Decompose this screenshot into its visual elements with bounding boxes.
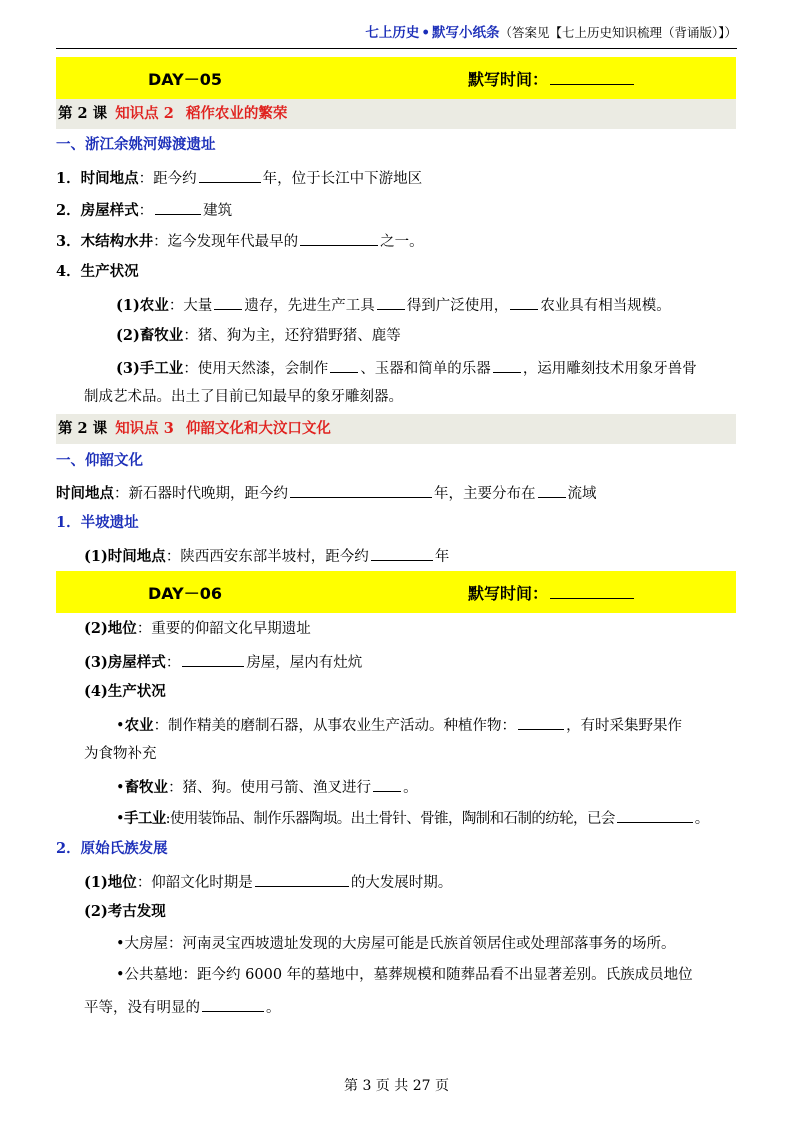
item-text: 制成艺术品。出土了目前已知最早的象牙雕刻器。 (84, 389, 403, 405)
fill-blank[interactable] (255, 870, 349, 887)
item-archaeology (84, 901, 742, 923)
section-hemudu-heading (56, 134, 742, 156)
fill-blank[interactable] (214, 293, 242, 310)
item-text: •公共墓地：距今约 6000 年的墓地中，墓葬规模和随葬品看不出显著差别。氏族成员地位 (116, 967, 693, 983)
item-agriculture (116, 293, 742, 317)
header-note: （答案见【七上历史知识梳理（背诵版）】） (499, 25, 737, 40)
item-text: ： (138, 203, 154, 219)
item-label: 3．木结构水井 (56, 233, 154, 250)
item-label: (2)考古发现 (84, 903, 166, 920)
item-text: 之一。 (380, 234, 424, 250)
item-text: ：新石器时代晚期，距今约 (114, 486, 288, 502)
item-text: ： (165, 655, 181, 671)
item-text: ：猪、狗。使用弓箭、渔叉进行 (168, 780, 372, 796)
item-label: (1)地位 (84, 874, 137, 891)
day-05-time-blank[interactable] (550, 68, 634, 85)
item-label: 畜牧业 (124, 779, 169, 796)
fill-blank[interactable] (371, 544, 433, 561)
fill-blank[interactable] (373, 775, 401, 792)
fill-blank[interactable] (510, 293, 538, 310)
lesson-knowledge-point: 知识点 2 (115, 105, 174, 122)
fill-blank[interactable] (538, 481, 566, 498)
lesson-bar-kp2 (56, 99, 736, 129)
item-banpo-handicraft (116, 806, 742, 830)
item-text: 流域 (567, 486, 597, 502)
item-banpo-house (84, 650, 742, 674)
item-label: 时间地点 (56, 485, 114, 502)
item-text: ：距今约 (138, 171, 197, 187)
fill-blank[interactable] (182, 650, 244, 667)
item-house-style (56, 198, 742, 222)
item-time-place (56, 166, 742, 190)
item-text: 得到广泛使用， (406, 298, 509, 314)
item-text: ：迄今发现年代最早的 (153, 234, 299, 250)
lesson-topic: 稻作农业的繁荣 (185, 105, 288, 122)
lesson-course: 第 2 课 (58, 105, 108, 122)
item-label: (3)手工业 (116, 360, 184, 377)
lesson-topic: 仰韶文化和大汶口文化 (185, 420, 331, 437)
bullet: • (116, 718, 125, 734)
item-production (56, 261, 742, 283)
item-text: 年，主要分布在 (434, 486, 536, 502)
item-public-cemetery-cont (84, 995, 742, 1019)
item-text: ：大量 (168, 298, 213, 314)
item-banpo-husbandry (116, 775, 742, 799)
item-handicraft-cont (84, 386, 742, 408)
item-text: 。 (266, 1000, 281, 1016)
day-06-time-blank[interactable] (550, 582, 634, 599)
lesson-course: 第 2 课 (58, 420, 108, 437)
fill-blank[interactable] (202, 995, 264, 1012)
fill-blank[interactable] (493, 356, 521, 373)
item-text: 。 (694, 811, 709, 827)
item-banpo-agriculture (116, 713, 742, 737)
bullet: • (116, 811, 124, 827)
item-text: ：陕西西安东部半坡村，距今约 (165, 549, 369, 565)
header-subtitle: 默写小纸条 (431, 25, 500, 41)
item-label: 1．时间地点 (56, 170, 139, 187)
fill-blank[interactable] (330, 356, 358, 373)
item-big-house (116, 933, 742, 955)
item-well (56, 229, 742, 253)
item-yangshao-time (56, 481, 742, 505)
item-husbandry (116, 325, 742, 347)
item-text: 。 (403, 780, 418, 796)
section-heading-text: 一、浙江余姚河姆渡遗址 (56, 136, 216, 153)
item-label: 2．房屋样式 (56, 202, 139, 219)
item-public-cemetery (116, 964, 742, 986)
fill-blank[interactable] (155, 198, 201, 215)
day-06-banner (56, 571, 736, 613)
item-text: 、玉器和简单的乐器 (360, 361, 491, 377)
lesson-bar-kp3 (56, 414, 736, 444)
item-handicraft (116, 356, 742, 380)
item-text: 房屋，屋内有灶炕 (246, 655, 363, 671)
fill-blank[interactable] (199, 166, 261, 183)
item-banpo-production (84, 681, 742, 703)
item-label: 4．生产状况 (56, 263, 139, 280)
section-heading-text: 2．原始氏族发展 (56, 840, 168, 857)
fill-blank[interactable] (518, 713, 564, 730)
item-text: 农业具有相当规模。 (540, 298, 671, 314)
section-heading-text: 一、仰韶文化 (56, 452, 143, 469)
item-label: (1)时间地点 (84, 548, 166, 565)
item-text: :使用装饰品、制作乐器陶埙。出土骨针、骨锥，陶制和石制的纺轮，已会 (165, 811, 615, 827)
day-06-time (468, 581, 634, 604)
item-text: ：仰韶文化时期是 (136, 875, 253, 891)
item-text: ，运用雕刻技术用象牙兽骨 (522, 361, 697, 377)
item-label: (2)地位 (84, 620, 137, 637)
fill-blank[interactable] (300, 229, 378, 246)
fill-blank[interactable] (377, 293, 405, 310)
item-text: ：重要的仰韶文化早期遗址 (136, 621, 311, 637)
day-05-label: DAY－05 (148, 70, 222, 89)
item-text: 为食物补充 (84, 746, 157, 762)
item-text: 年 (434, 549, 450, 565)
item-text: ：猪、狗为主，还狩猎野猪、鹿等 (183, 328, 401, 344)
section-heading-text: 1．半坡遗址 (56, 514, 139, 531)
item-label: (4)生产状况 (84, 683, 166, 700)
item-banpo-time (84, 544, 742, 568)
day-05-time (468, 67, 634, 90)
item-text: ：使用天然漆，会制作 (183, 361, 329, 377)
item-banpo-status (84, 618, 742, 640)
item-clan-status (84, 870, 742, 894)
item-text: •大房屋：河南灵宝西坡遗址发现的大房屋可能是氏族首领居住或处理部落事务的场所。 (116, 936, 676, 952)
page-header (56, 18, 737, 49)
item-label: (2)畜牧业 (116, 327, 184, 344)
day-05-time-label: 默写时间： (468, 70, 549, 89)
section-clan-heading (56, 838, 742, 860)
fill-blank[interactable] (290, 481, 432, 498)
item-text: 年，位于长江中下游地区 (262, 171, 423, 187)
fill-blank[interactable] (617, 806, 693, 823)
item-label: (3)房屋样式 (84, 654, 166, 671)
bullet: • (116, 780, 125, 796)
header-title: 七上历史 (365, 25, 420, 41)
page-footer: 第 3 页 共 27 页 (344, 1078, 449, 1094)
item-banpo-agriculture-cont (84, 743, 742, 765)
item-text: ，有时采集野果作 (566, 718, 683, 734)
item-text: 建筑 (203, 203, 233, 219)
item-text: 平等，没有明显的 (84, 1000, 200, 1016)
lesson-knowledge-point: 知识点 3 (115, 420, 174, 437)
item-text: 遗存，先进生产工具 (244, 298, 375, 314)
section-yangshao-heading (56, 450, 742, 472)
day-05-banner (56, 57, 736, 99)
section-banpo-heading (56, 512, 742, 534)
item-label: (1)农业 (116, 297, 169, 314)
header-separator: • (421, 25, 430, 41)
item-text: ：制作精美的磨制石器，从事农业生产活动。种植作物： (153, 718, 517, 734)
item-label: 手工业 (123, 810, 166, 827)
item-text: 的大发展时期。 (350, 875, 453, 891)
day-06-time-label: 默写时间： (468, 584, 549, 603)
day-06-label: DAY－06 (148, 584, 222, 603)
item-label: 农业 (124, 717, 154, 734)
